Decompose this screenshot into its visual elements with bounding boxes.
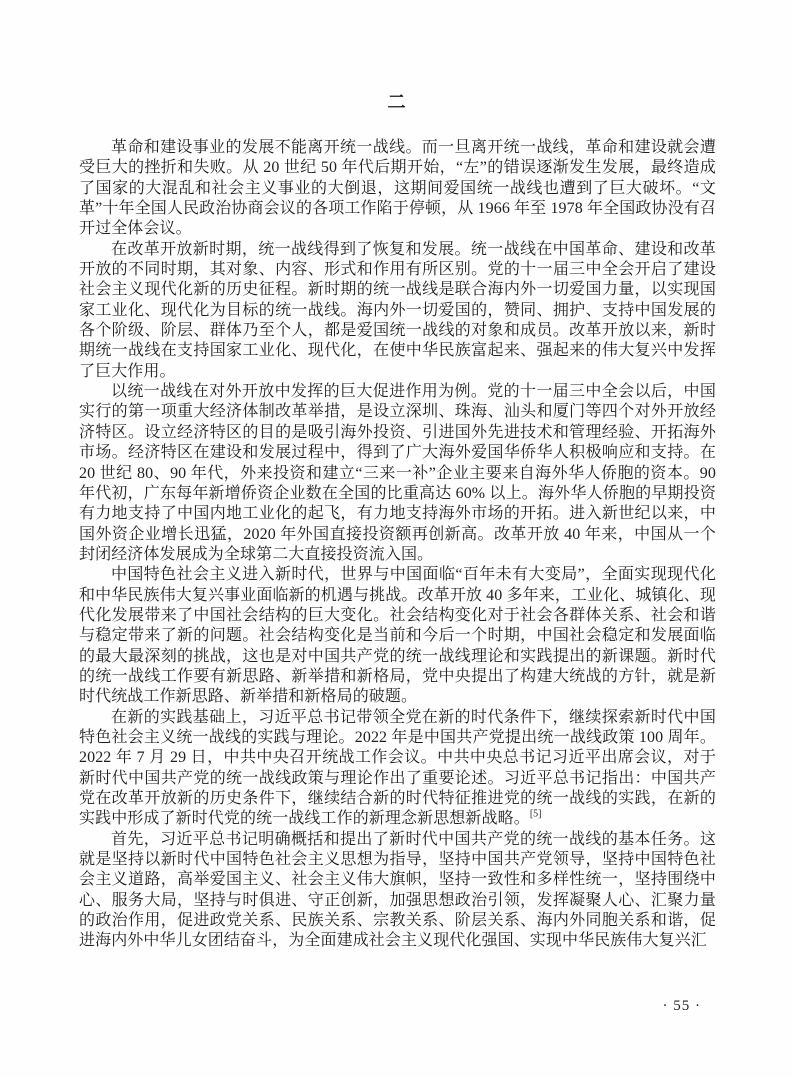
paragraph — [79, 138, 716, 240]
paragraph — [79, 382, 716, 565]
paragraph-text: 在改革开放新时期，统一战线得到了恢复和发展。统一战线在中国革命、建设和改革开放的不同时期，其对象、内容、形式和作用有所区别。党的十一届三中全会开启了建设社会主义现代化新的历史征程。新时期的统一战线是联合海内外一切爱国力量，以实现国家工业化、现代化为目标的统一战线。海内外一切爱国的，赞同、拥护、支持中国发展的各个阶级、阶层、群体乃至个人，都是爱国统一战线的对象和成员。改革开放以来，新时期统一战线在支持国家工业化、现代化，在使中华民族富起来、强起来的伟大复兴中发挥了巨大作用。 — [79, 240, 716, 380]
paragraph — [79, 708, 716, 830]
footnote-ref-marker: [5] — [529, 809, 542, 821]
paragraph-text: 中国特色社会主义进入新时代，世界与中国面临“百年未有大变局”，全面实现现代化和中华民族伟大复兴事业面临新的机遇与挑战。改革开放 40 多年来，工业化、城镇化、现代化发展带来了中国社会结构的巨大变化。社会结构变化对于社会各群体关系、社会和谐与稳定带来了新的问题。社会结构变化是当前和今后一个时期，中国社会稳定和发展面临的最大最深刻的挑战，这也是对中国共产党的统一战线理论和实践提出的新课题。新时代的统一战线工作要有新思路、新举措和新格局，党中央提出了构建大统战的方针，就是新时代统战工作新思路、新举措和新格局的破题。 — [79, 566, 716, 706]
paragraph-text: 在新的实践基础上，习近平总书记带领全党在新的时代条件下，继续探索新时代中国特色社会主义统一战线的实践与理论。2022 年是中国共产党提出统一战线政策 100 周年。2022 年 7 月 29 日，中共中央召开统战工作会议。中共中央总书记习近平出席会议，对于新时代中国共产党的统一战线政策与理论作出了重要论述。习近平总书记指出：中国共产党在改革开放新的历史条件下，继续结合新的时代特征推进党的统一战线的实践，在新的实践中形成了新时代党的统一战线工作的新理念新思想新战略。 — [79, 708, 716, 828]
paragraph-text: 首先，习近平总书记明确概括和提出了新时代中国共产党的统一战线的基本任务。这就是坚持以新时代中国特色社会主义思想为指导，坚持中国共产党领导，坚持中国特色社会主义道路，高举爱国主义、社会主义伟大旗帜，坚持一致性和多样性统一，坚持围绕中心、服务大局，坚持与时俱进、守正创新，加强思想政治引领，发挥凝聚人心、汇聚力量的政治作用，促进政党关系、民族关系、宗教关系、阶层关系、海内外同胞关系和谐，促进海内外中华儿女团结奋斗，为全面建成社会主义现代化强国、实现中华民族伟大复兴汇 — [79, 830, 716, 950]
paragraph-text: 革命和建设事业的发展不能离开统一战线。而一旦离开统一战线，革命和建设就会遭受巨大的挫折和失败。从 20 世纪 50 年代后期开始，“左”的错误逐渐发生发展，最终造成了国家的大混乱和社会主义事业的大倒退，这期间爱国统一战线也遭到了巨大破坏。“文革”十年全国人民政治协商会议的各项工作陷于停顿，从 1966 年至 1978 年全国政协没有召开过全体会议。 — [79, 139, 716, 238]
document-body — [79, 138, 716, 952]
paragraph — [79, 830, 716, 952]
paragraph — [79, 240, 716, 382]
section-heading: 二 — [387, 92, 406, 112]
page-number: · 55 · — [662, 998, 701, 1014]
paragraph-text: 以统一战线在对外开放中发挥的巨大促进作用为例。党的十一届三中全会以后，中国实行的第一项重大经济体制改革举措，是设立深圳、珠海、汕头和厦门等四个对外开放经济特区。设立经济特区的目的是吸引海外投资、引进国外先进技术和管理经验、开拓海外市场。经济特区在建设和发展过程中，得到了广大海外爱国华侨华人积极响应和支持。在 20 世纪 80、90 年代，外来投资和建立“三来一补”企业主要来自海外华人侨胞的资本。90 年代初，广东每年新增侨资企业数在全国的比重高达 60% 以上。海外华人侨胞的早期投资有力地支持了中国内地工业化的起飞，有力地支持海外市场的开拓。进入新世纪以来，中国外资企业增长迅猛，2020 年外国直接投资额再创新高。改革开放 40 年来，中国从一个封闭经济体发展成为全球第二大直接投资流入国。 — [79, 383, 716, 563]
paragraph — [79, 565, 716, 707]
